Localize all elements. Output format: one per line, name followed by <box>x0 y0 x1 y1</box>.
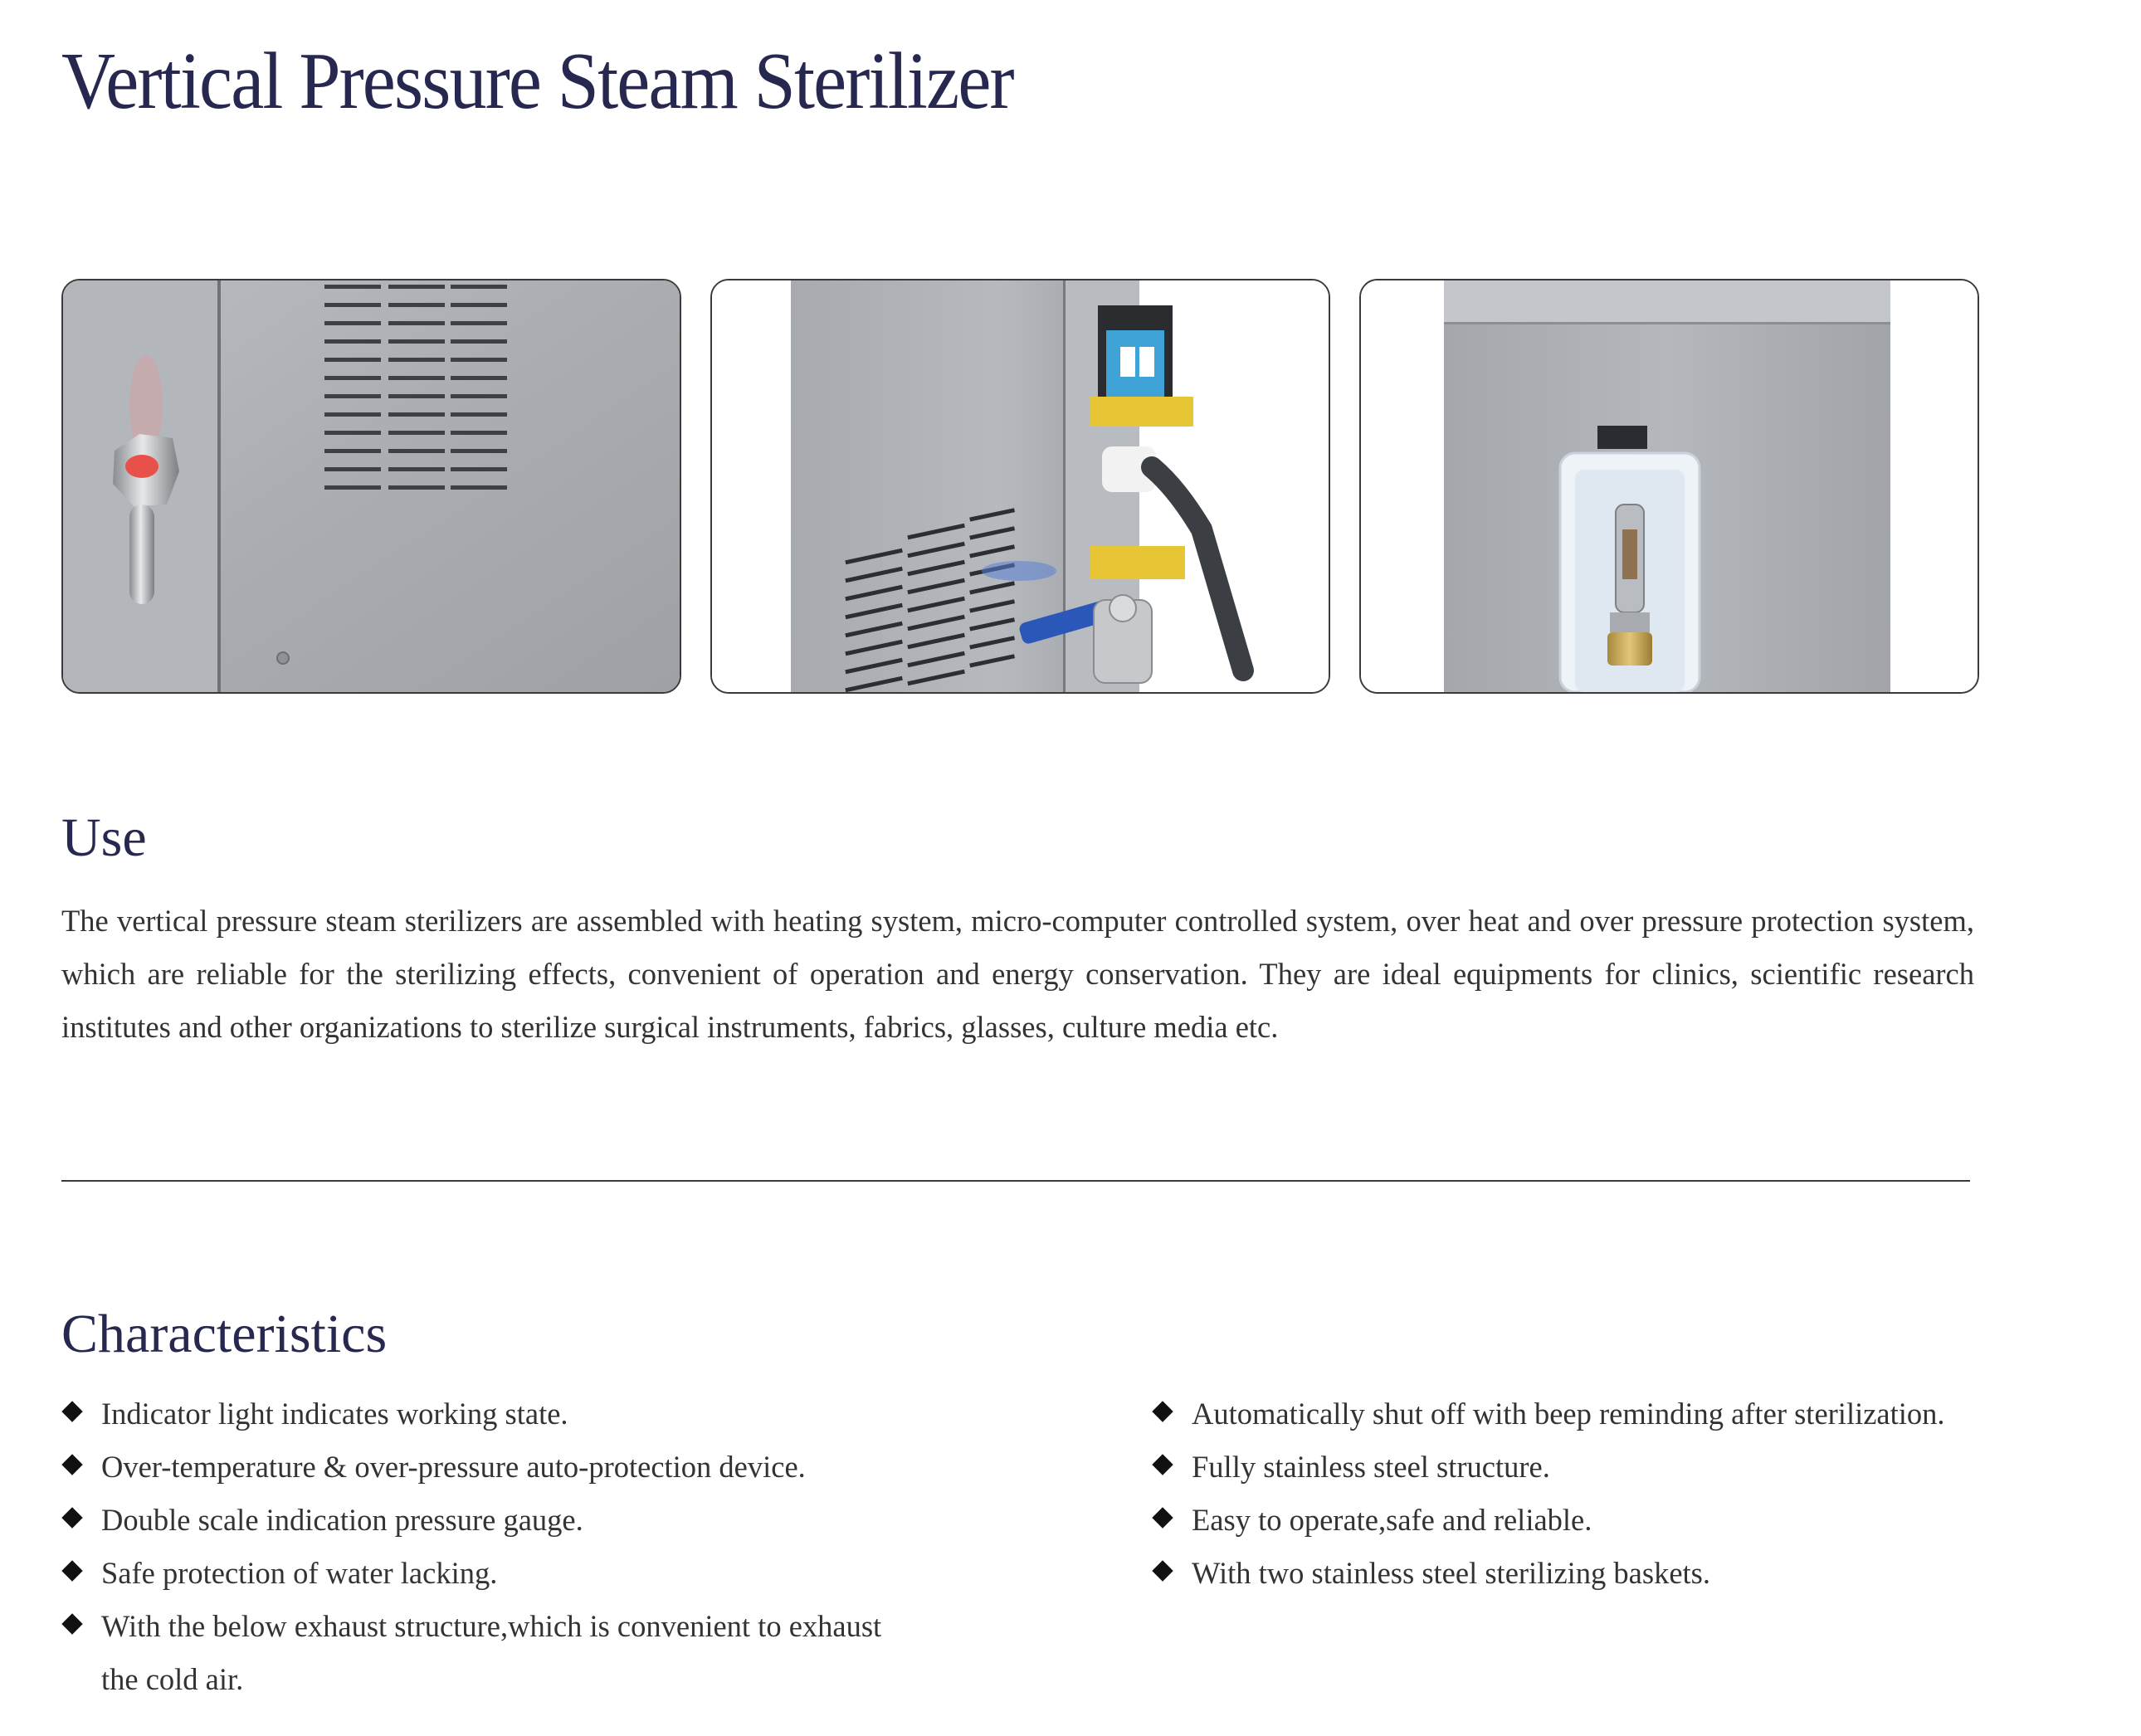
diamond-bullet-icon <box>1152 1454 1173 1475</box>
list-item: Safe protection of water lacking. <box>61 1547 891 1600</box>
use-paragraph: The vertical pressure steam sterilizers are assembled with heating system, micro-computer controlled system, over heat and over pressure protection system, which are reliable for the sterilizing effects, convenient of operation and energy conservation. They are ideal equipments for clinics, scientific research institutes and other organizations to sterilize surgical instruments, fabrics, glasses, culture media etc. <box>61 904 1974 1044</box>
diamond-bullet-icon <box>61 1401 82 1421</box>
characteristics-list-right <box>1152 1387 2031 1600</box>
list-item: Easy to operate,safe and reliable. <box>1152 1494 2031 1547</box>
list-item: Double scale indication pressure gauge. <box>61 1494 891 1547</box>
section-divider <box>61 1180 1970 1182</box>
safety-valve-photo <box>1359 279 1979 694</box>
power-switch-valve-photo <box>710 279 1330 694</box>
list-item: With the below exhaust structure,which is convenient to exhaust the cold air. <box>61 1600 891 1706</box>
diamond-bullet-icon <box>1152 1507 1173 1528</box>
list-item: Automatically shut off with beep reminding after sterilization. <box>1152 1387 2031 1441</box>
list-item: Fully stainless steel structure. <box>1152 1441 2031 1494</box>
characteristics-heading: Characteristics <box>61 1304 388 1364</box>
characteristics-list-left <box>61 1387 891 1706</box>
diamond-bullet-icon <box>61 1560 82 1581</box>
diamond-bullet-icon <box>61 1507 82 1528</box>
diamond-bullet-icon <box>1152 1560 1173 1581</box>
page-title: Vertical Pressure Steam Sterilizer <box>61 37 1013 126</box>
use-heading: Use <box>61 807 147 868</box>
diamond-bullet-icon <box>1152 1401 1173 1421</box>
list-item: Over-temperature & over-pressure auto-protection device. <box>61 1441 891 1494</box>
diamond-bullet-icon <box>61 1454 82 1475</box>
diamond-bullet-icon <box>61 1613 82 1634</box>
list-item: With two stainless steel sterilizing baskets. <box>1152 1547 2031 1600</box>
list-item: Indicator light indicates working state. <box>61 1387 891 1441</box>
door-handle-vent-photo <box>61 279 681 694</box>
